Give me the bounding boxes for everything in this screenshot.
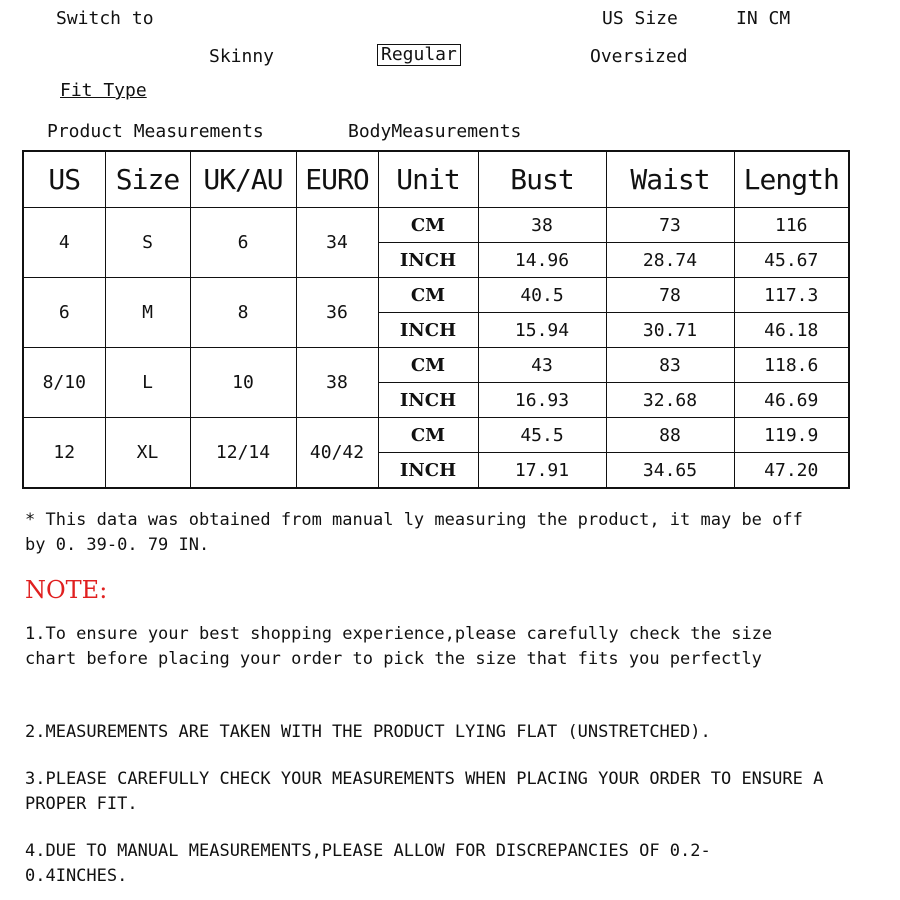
cell-bust: 40.5 xyxy=(478,278,606,313)
fit-option-regular[interactable]: Regular xyxy=(377,44,461,66)
cell-unit: INCH xyxy=(378,243,478,278)
cell-bust: 16.93 xyxy=(478,383,606,418)
table-row xyxy=(23,208,849,243)
cell-waist: 78 xyxy=(606,278,734,313)
header-size: Size xyxy=(105,151,190,208)
fit-option-skinny[interactable]: Skinny xyxy=(209,46,275,67)
note-item-3: 3.PLEASE CAREFULLY CHECK YOUR MEASUREMENTS WHEN PLACING YOUR ORDER TO ENSURE A PROPER FIT. xyxy=(25,769,824,814)
table-row xyxy=(23,348,849,383)
cell-size: L xyxy=(105,348,190,418)
cell-unit: CM xyxy=(378,208,478,243)
cell-waist: 83 xyxy=(606,348,734,383)
cell-waist: 30.71 xyxy=(606,313,734,348)
cell-unit: INCH xyxy=(378,453,478,489)
cell-unit: INCH xyxy=(378,383,478,418)
note-item-1: 1.To ensure your best shopping experience,please carefully check the size chart before placing your order to pick the size that fits you perfectly xyxy=(25,624,773,669)
cell-euro: 38 xyxy=(296,348,378,418)
cell-uk-au: 8 xyxy=(190,278,296,348)
cell-unit: CM xyxy=(378,278,478,313)
cell-length: 46.69 xyxy=(734,383,849,418)
cell-length: 119.9 xyxy=(734,418,849,453)
cell-size: S xyxy=(105,208,190,278)
table-row xyxy=(23,278,849,313)
cell-length: 46.18 xyxy=(734,313,849,348)
cell-us: 12 xyxy=(23,418,105,489)
cell-us: 4 xyxy=(23,208,105,278)
cell-unit: CM xyxy=(378,418,478,453)
header-euro: EURO xyxy=(296,151,378,208)
unit-toggle[interactable]: IN CM xyxy=(736,8,791,29)
cell-length: 117.3 xyxy=(734,278,849,313)
cell-uk-au: 12/14 xyxy=(190,418,296,489)
cell-waist: 28.74 xyxy=(606,243,734,278)
cell-unit: INCH xyxy=(378,313,478,348)
cell-euro: 34 xyxy=(296,208,378,278)
cell-length: 118.6 xyxy=(734,348,849,383)
header-bust: Bust xyxy=(478,151,606,208)
cell-size: M xyxy=(105,278,190,348)
note-title: NOTE: xyxy=(25,576,108,604)
header-uk-au: UK/AU xyxy=(190,151,296,208)
tab-body-measurements[interactable]: BodyMeasurements xyxy=(348,121,522,142)
tab-product-measurements[interactable]: Product Measurements xyxy=(47,121,264,142)
us-size-toggle[interactable]: US Size xyxy=(602,8,678,29)
cell-bust: 17.91 xyxy=(478,453,606,489)
cell-bust: 43 xyxy=(478,348,606,383)
cell-euro: 36 xyxy=(296,278,378,348)
cell-euro: 40/42 xyxy=(296,418,378,489)
header-unit: Unit xyxy=(378,151,478,208)
header-us: US xyxy=(23,151,105,208)
cell-bust: 15.94 xyxy=(478,313,606,348)
header-waist: Waist xyxy=(606,151,734,208)
cell-uk-au: 10 xyxy=(190,348,296,418)
cell-uk-au: 6 xyxy=(190,208,296,278)
cell-waist: 32.68 xyxy=(606,383,734,418)
switch-to-label: Switch to xyxy=(56,8,154,29)
cell-waist: 88 xyxy=(606,418,734,453)
measurement-disclaimer: * This data was obtained from manual ly measuring the product, it may be off by 0. 39-0. 79 IN. xyxy=(25,510,803,555)
cell-length: 45.67 xyxy=(734,243,849,278)
note-item-4: 4.DUE TO MANUAL MEASUREMENTS,PLEASE ALLOW FOR DISCREPANCIES OF 0.2-0.4INCHES. xyxy=(25,841,711,886)
cell-bust: 45.5 xyxy=(478,418,606,453)
fit-option-oversized[interactable]: Oversized xyxy=(590,46,688,67)
fit-type-link[interactable]: Fit Type xyxy=(60,80,147,101)
table-row xyxy=(23,418,849,453)
cell-us: 6 xyxy=(23,278,105,348)
size-chart-table xyxy=(22,150,850,489)
cell-bust: 38 xyxy=(478,208,606,243)
cell-size: XL xyxy=(105,418,190,489)
cell-waist: 34.65 xyxy=(606,453,734,489)
cell-bust: 14.96 xyxy=(478,243,606,278)
header-length: Length xyxy=(734,151,849,208)
cell-unit: CM xyxy=(378,348,478,383)
note-item-2: 2.MEASUREMENTS ARE TAKEN WITH THE PRODUCT LYING FLAT (UNSTRETCHED). xyxy=(25,722,711,742)
table-header-row xyxy=(23,151,849,208)
cell-length: 47.20 xyxy=(734,453,849,489)
cell-us: 8/10 xyxy=(23,348,105,418)
cell-length: 116 xyxy=(734,208,849,243)
cell-waist: 73 xyxy=(606,208,734,243)
